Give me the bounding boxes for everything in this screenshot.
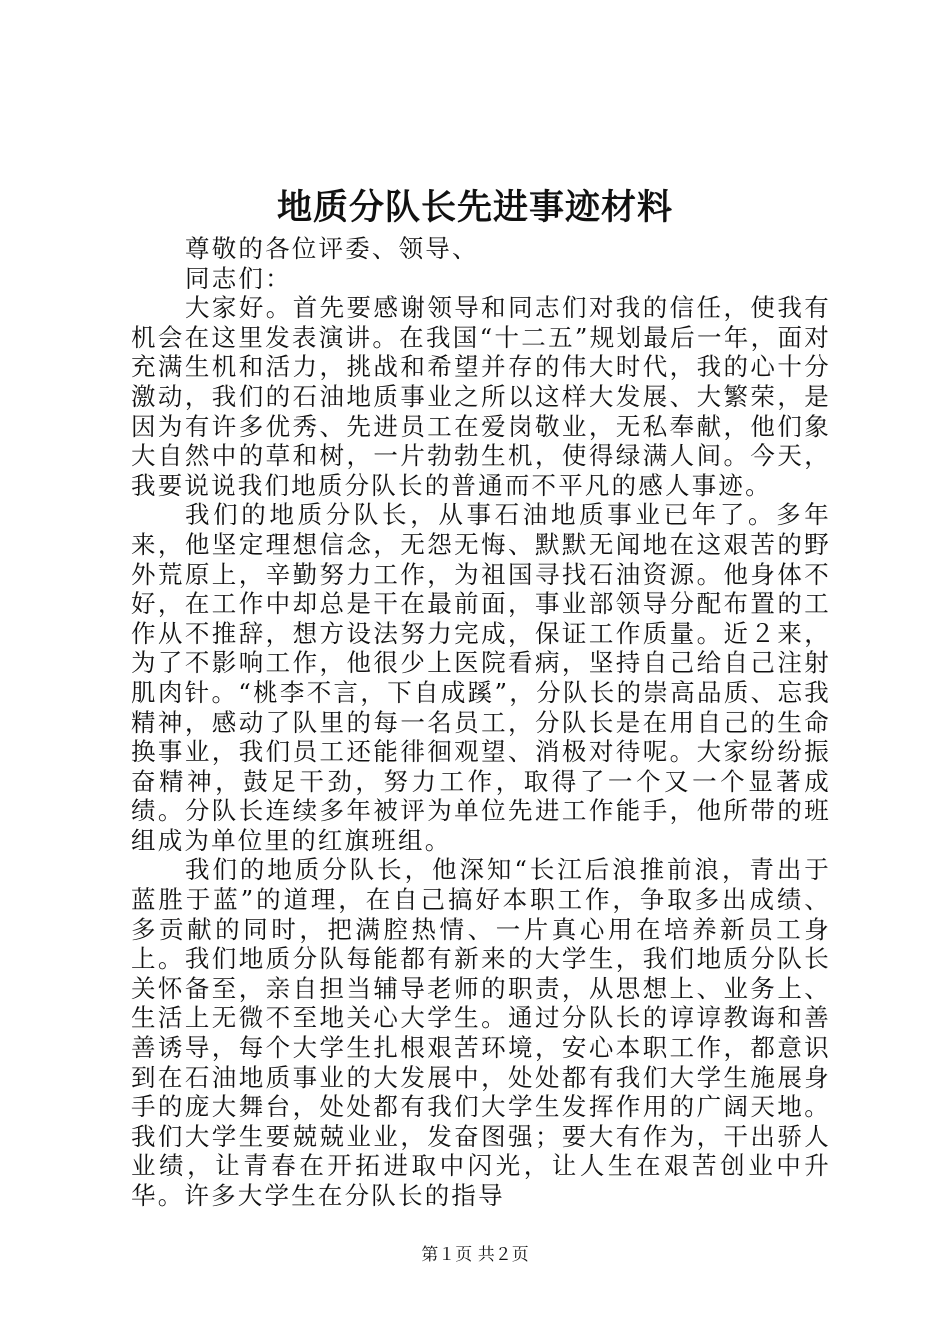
document-title: 地质分队长先进事迹材料 — [276, 187, 673, 228]
salutation-line: 尊敬的各位评委、领导、 — [185, 234, 479, 263]
body-paragraph: 大家好。首先要感谢领导和同志们对我的信任，使我有机会在这里发表演讲。在我国“十二五”规划最后一年，面对充满生机和活力，挑战和希望并存的伟大时代，我的心十分激动，我们的石油地质事业之所以这样大发展、大繁荣，是因为有许多优秀、先进员工在爱岗敬业，无私奉献，他们象大自然中的草和树，一片勃勃生机，使得绿满人间。今天，我要说说我们地质分队长的普通而不平凡的感人事迹。 — [131, 293, 831, 500]
body-paragraph: 我们的地质分队长，他深知“长江后浪推前浪，青出于蓝胜于蓝”的道理，在自己搞好本职工作，争取多出成绩、多贡献的同时，把满腔热情、一片真心用在培养新员工身上。我们地质分队每能都有新来的大学生，我们地质分队长关怀备至，亲自担当辅导老师的职责，从思想上、业务上、生活上无微不至地关心大学生。通过分队长的谆谆教诲和善善诱导，每个大学生扎根艰苦环境，安心本职工作，都意识到在石油地质事业的大发展中，处处都有我们大学生施展身手的庞大舞台，处处都有我们大学生发挥作用的广阔天地。我们大学生要兢兢业业，发奋图强；要大有作为，干出骄人业绩，让青春在开拓进取中闪光，让人生在艰苦创业中升华。许多大学生在分队长的指导 — [131, 855, 831, 1210]
salutation-line: 同志们： — [185, 263, 292, 293]
body-paragraph: 我们的地质分队长，从事石油地质事业已年了。多年来，他坚定理想信念，无怨无悔、默默无闻地在这艰苦的野外荒原上，辛勤努力工作，为祖国寻找石油资源。他身体不好，在工作中却总是干在最前面，事业部领导分配布置的工作从不推辞，想方设法努力完成，保证工作质量。近２来，为了不影响工作，他很少上医院看病，坚持自己给自己注射肌肉针。“桃李不言，下自成蹊”，分队长的崇高品质、忘我精神，感动了队里的每一名员工，分队长是在用自己的生命换事业，我们员工还能徘徊观望、消极对待呢。大家纷纷振奋精神，鼓足干劲，努力工作，取得了一个又一个显著成绩。分队长连续多年被评为单位先进工作能手，他所带的班组成为单位里的红旗班组。 — [131, 500, 831, 855]
page-number-footer: 第１页 共２页 — [421, 1245, 529, 1265]
document-body — [131, 234, 831, 1211]
